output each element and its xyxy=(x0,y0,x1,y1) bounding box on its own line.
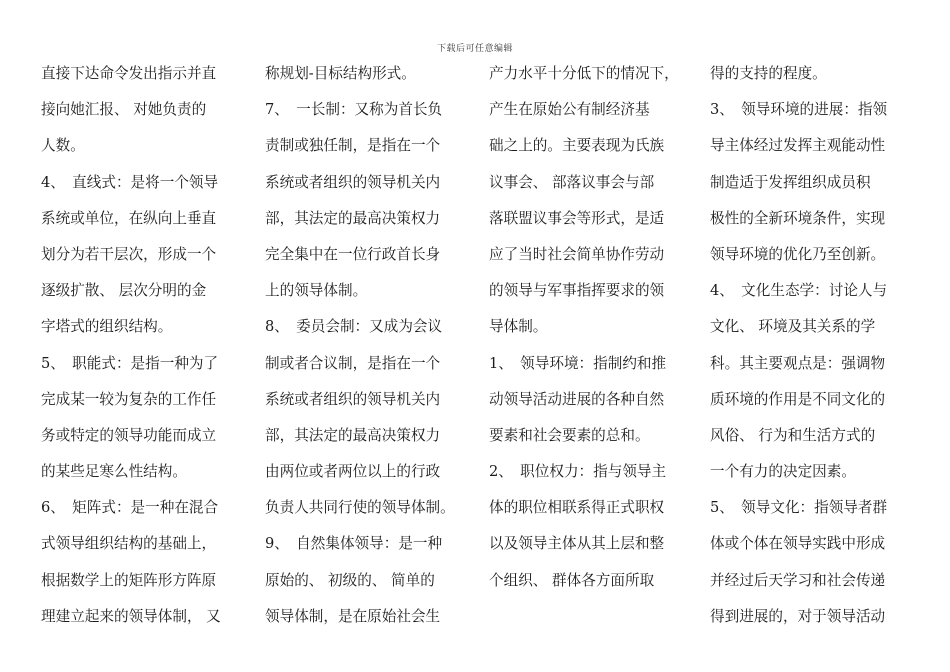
text-line: 由两位或者两位以上的行政 xyxy=(265,463,441,481)
text-line: 落联盟议事会等形式，是适 xyxy=(489,209,665,227)
text-line: 导主体经过发挥主观能动性 xyxy=(710,137,886,155)
text-line: 应了当时社会简单协作劳动 xyxy=(489,245,665,263)
text-line: 质环境的作用是不同文化的 xyxy=(710,390,886,408)
text-line: 务或特定的领导功能而成立 xyxy=(41,426,217,444)
text-line: 部，其法定的最高决策权力 xyxy=(265,209,441,227)
text-line: 1、 领导环境：指制约和推 xyxy=(489,354,667,372)
text-line: 逐级扩散、 层次分明的金 xyxy=(41,282,207,300)
text-line: 理建立起来的领导体制， 又 xyxy=(41,607,221,625)
text-line: 并经过后天学习和社会传递 xyxy=(710,571,886,589)
text-line: 5、 职能式：是指一种为了 xyxy=(41,354,219,372)
text-line: 产力水平十分低下的情况下， xyxy=(489,65,679,82)
text-column-3 xyxy=(489,56,701,635)
text-line: 9、 自然集体领导：是一种 xyxy=(265,535,443,553)
text-line: 式领导组织结构的基础上， xyxy=(41,535,217,553)
text-line: 的领导与军事指挥要求的领 xyxy=(489,282,665,300)
text-column-1 xyxy=(41,56,253,635)
text-column-4 xyxy=(710,56,922,635)
text-line: 字塔式的组织结构。 xyxy=(41,318,173,336)
text-line: 完全集中在一位行政首长身 xyxy=(265,245,441,263)
text-line: 5、 领导文化：指领导者群 xyxy=(710,499,888,517)
text-line: 划分为若干层次，形成一个 xyxy=(41,245,217,263)
text-line: 风俗、 行为和生活方式的 xyxy=(710,426,876,444)
text-line: 以及领导主体从其上层和整 xyxy=(489,535,665,553)
text-line: 得的支持的程度。 xyxy=(710,65,827,82)
text-line: 原始的、 初级的、 简单的 xyxy=(265,571,435,589)
text-line: 体或个体在领导实践中形成 xyxy=(710,535,886,553)
text-line: 得到进展的，对于领导活动 xyxy=(710,607,886,625)
text-line: 个组织、 群体各方面所取 xyxy=(489,571,655,589)
text-line: 的某些足寒么性结构。 xyxy=(41,463,187,481)
text-line: 4、 直线式：是将一个领导 xyxy=(41,173,219,191)
text-line: 领导体制，是在原始社会生 xyxy=(265,607,441,625)
text-line: 上的领导体制。 xyxy=(265,282,368,300)
text-line: 议事会、 部落议事会与部 xyxy=(489,173,655,191)
text-line: 人数。 xyxy=(41,137,85,155)
text-line: 直接下达命令发出指示并直 xyxy=(41,65,217,82)
text-line: 接向她汇报、 对她负责的 xyxy=(41,101,207,119)
text-line: 部，其法定的最高决策权力 xyxy=(265,426,441,444)
text-line: 6、 矩阵式：是一种在混合 xyxy=(41,499,219,517)
text-line: 系统或单位，在纵向上垂直 xyxy=(41,209,217,227)
text-line: 一个有力的决定因素。 xyxy=(710,463,856,481)
page-header: 下载后可任意编辑 xyxy=(436,44,513,54)
text-line: 根据数学上的矩阵形方阵原 xyxy=(41,571,217,589)
text-line: 极性的全新环境条件，实现 xyxy=(710,209,886,227)
text-line: 制或者合议制，是指在一个 xyxy=(265,354,441,372)
text-line: 动领导活动进展的各种自然 xyxy=(489,390,665,408)
text-line: 导体制。 xyxy=(489,318,548,336)
text-line: 要素和社会要素的总和。 xyxy=(489,426,650,444)
text-line: 称规划-目标结构形式。 xyxy=(265,65,416,82)
text-line: 体的职位相联系得正式职权 xyxy=(489,499,665,517)
text-line: 完成某一较为复杂的工作任 xyxy=(41,390,217,408)
text-line: 文化、 环境及其关系的学 xyxy=(710,318,876,336)
text-line: 科。其主要观点是：强调物 xyxy=(710,354,886,372)
text-line: 7、 一长制：又称为首长负 xyxy=(265,101,443,119)
text-line: 负责人共同行使的领导体制。 xyxy=(265,499,455,517)
text-line: 2、 职位权力：指与领导主 xyxy=(489,463,667,481)
text-line: 4、 文化生态学：讨论人与 xyxy=(710,282,888,300)
text-column-2 xyxy=(265,56,477,635)
text-line: 领导环境的优化乃至创新。 xyxy=(710,245,886,263)
text-line: 制造适于发挥组织成员积 xyxy=(710,173,871,191)
text-line: 础之上的。主要表现为氏族 xyxy=(489,137,665,155)
text-line: 责制或独任制，是指在一个 xyxy=(265,137,441,155)
text-line: 8、 委员会制：又成为会议 xyxy=(265,318,443,336)
text-line: 系统或者组织的领导机关内 xyxy=(265,173,441,191)
text-line: 产生在原始公有制经济基 xyxy=(489,101,650,119)
text-line xyxy=(489,599,701,635)
text-line: 3、 领导环境的进展：指领 xyxy=(710,101,888,119)
text-line: 系统或者组织的领导机关内 xyxy=(265,390,441,408)
